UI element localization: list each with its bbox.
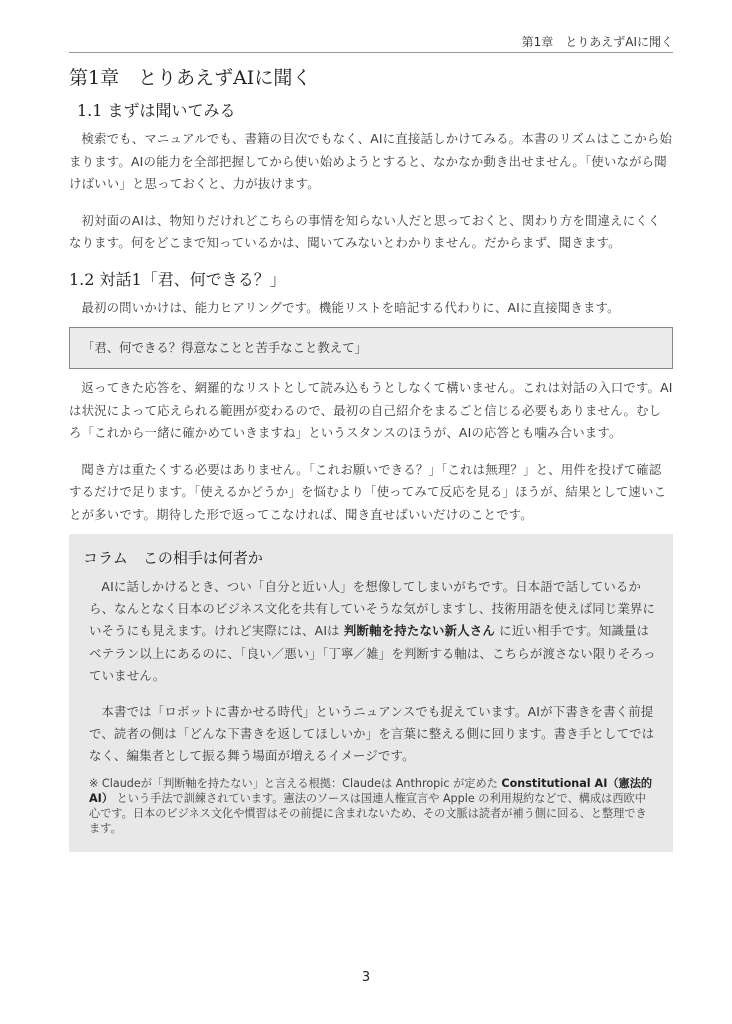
section-1-paragraph-2: 初対面のAIは、物知りだけれどこちらの事情を知らない人だと思っておくと、関わり方を間違えにくくなります。何をどこまで知っているかは、聞いてみないとわかりません。だからまず、聞きます。 [69, 212, 661, 250]
column-emphasis: 判断軸を持たない新人さん [343, 623, 495, 639]
prompt-example-box: 「君、何できる？得意なことと苦手なこと教えて」 [69, 327, 673, 369]
running-header: 第1章 とりあえずAIに聞く [521, 35, 673, 49]
column-title: コラム この相手は何者か [83, 549, 263, 567]
section-2-paragraph-1: 最初の問いかけは、能力ヒアリングです。機能リストを暗記する代わりに、AIに直接聞きます。 [81, 299, 620, 315]
note-part-b: という手法で訓練されています。憲法のソースは国連人権宣言や Apple の利用規約などで、構成は西欧中心です。日本のビジネス文化や慣習はその前提に含まれないため、その文脈は読者が補う側に回る、と整理できます。 [89, 791, 647, 835]
page-content [69, 64, 673, 852]
column-note [83, 776, 657, 836]
chapter-title: 第1章 とりあえずAIに聞く [69, 67, 312, 89]
column-paragraph-1 [83, 576, 657, 687]
page-number: 3 [361, 970, 371, 985]
note-part-a: ※ Claudeが「判断軸を持たない」と言える根拠：Claudeは Anthropic が定めた [89, 776, 502, 790]
section-1-title: 1.1 まずは聞いてみる [77, 101, 236, 120]
section-2-paragraph-3: 聞き方は重たくする必要はありません。「これお願いできる？」「これは無理？」と、用件を投げて確認するだけで足ります。「使えるかどうか」を悩むより「使ってみて反応を見る」ほうが、結果として速いことが多いです。期待した形で返ってこなければ、聞き直せばいいだけのことです。 [69, 461, 667, 522]
column-box [69, 534, 673, 852]
column-paragraph-1-part-a: AIに話しかけるとき、つい「自分と近い人」を想像してしまいがちです。日本語で話しているから、なんとなく日本のビジネス文化を共有していそうな気がしますし、技術用語を使えば同じ業界にいそうにも見えます。けれど実際には、AIは [89, 579, 656, 639]
header-rule [69, 52, 673, 53]
section-2-paragraph-2: 返ってきた応答を、網羅的なリストとして読み込もうとしなくて構いません。これは対話の入口です。AIは状況によって応えられる範囲が変わるので、最初の自己紹介をまるごと信じる必要もありません。むしろ「これから一緒に確かめていきますね」というスタンスのほうが、AIの応答とも噛み合います。 [69, 380, 673, 440]
note-emphasis: Constitutional AI（憲法的AI） [89, 776, 653, 805]
column-paragraph-2: 本書では「ロボットに書かせる時代」というニュアンスでも捉えています。AIが下書きを書く前提で、読者の側は「どんな下書きを返してほしいか」を言葉に整える側に回ります。書き手としてではなく、編集者として振る舞う場面が増えるイメージです。 [89, 704, 655, 764]
section-2-title: 1.2 対話1「君、何できる？」 [69, 269, 286, 289]
section-1-paragraph-1: 検索でも、マニュアルでも、書籍の目次でもなく、AIに直接話しかけてみる。本書のリズムはここから始まります。AIの能力を全部把握してから使い始めようとすると、なかなか動き出せません。「使いながら聞けばいい」と思っておくと、力が抜けます。 [69, 131, 673, 191]
column-paragraph-1-part-b: に近い相手です。知識量はベテラン以上にあるのに、「良い／悪い」「丁寧／雑」を判断する軸は、こちらが渡さない限りそろっていません。 [89, 623, 656, 683]
